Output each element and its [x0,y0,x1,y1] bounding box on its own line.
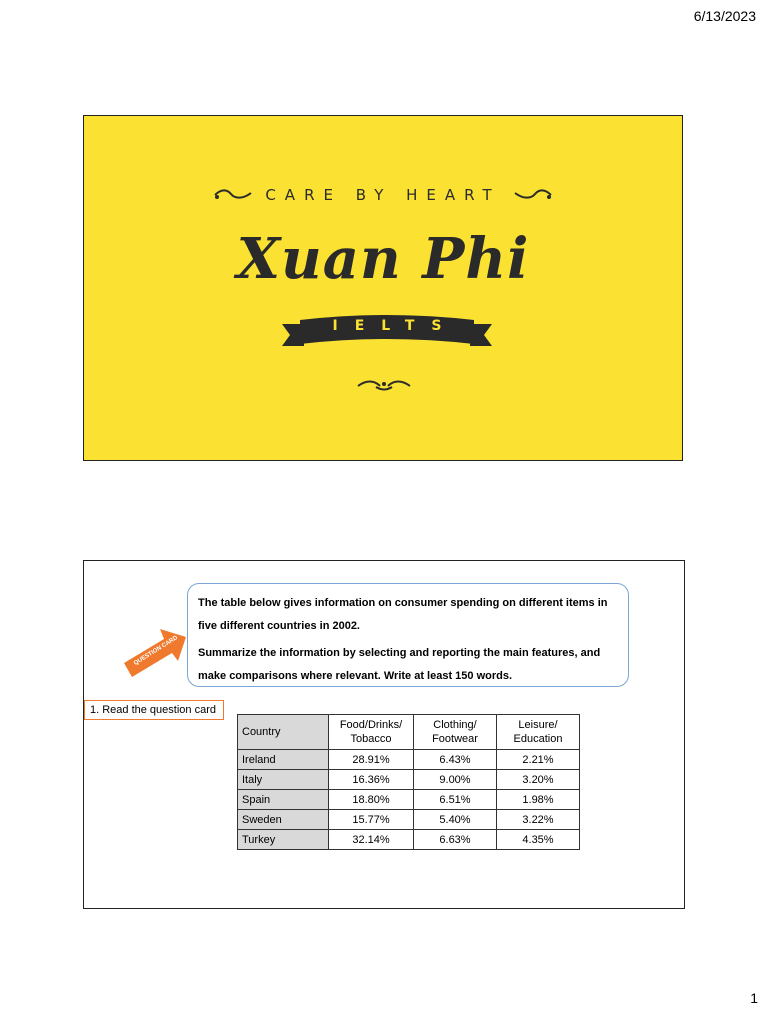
cell-clothing: 6.51% [414,790,497,810]
cell-food: 18.80% [329,790,414,810]
cell-clothing: 5.40% [414,810,497,830]
table-row [238,830,580,850]
cell-clothing: 6.43% [414,750,497,770]
cell-leisure: 2.21% [497,750,580,770]
header-food: Food/Drinks/ Tobacco [329,715,414,750]
cell-leisure: 3.20% [497,770,580,790]
page-number: 1 [750,990,758,1006]
cell-food: 15.77% [329,810,414,830]
cell-clothing: 6.63% [414,830,497,850]
cell-country: Turkey [238,830,329,850]
question-box [187,583,629,687]
header-leisure: Leisure/ Education [497,715,580,750]
logo-slide [83,115,683,461]
spending-table [237,714,580,850]
step-label: 1. Read the question card [84,700,224,720]
cell-leisure: 3.22% [497,810,580,830]
cell-leisure: 1.98% [497,790,580,810]
cell-clothing: 9.00% [414,770,497,790]
header-clothing: Clothing/ Footwear [414,715,497,750]
table-row [238,790,580,810]
question-text-2: Summarize the information by selecting and reporting the main features, and make comparisons where relevant. Write at least 150 words. [198,647,601,682]
table-row [238,810,580,830]
table-header-row [238,715,580,750]
cell-leisure: 4.35% [497,830,580,850]
question-slide [83,560,685,909]
cell-food: 32.14% [329,830,414,850]
cell-country: Italy [238,770,329,790]
right-flourish-icon [513,188,553,202]
question-text-1: The table below gives information on consumer spending on different items in five different countries in 2002. [198,597,608,632]
table-row [238,750,580,770]
header-country: Country [238,715,329,750]
cell-country: Sweden [238,810,329,830]
left-flourish-icon [213,188,253,202]
brand-name: Xuan Phi [236,226,530,292]
cell-food: 28.91% [329,750,414,770]
tagline: CARE BY HEART [265,186,501,204]
page-date: 6/13/2023 [693,8,756,24]
question-card-badge: QUESTION CARD [133,635,179,667]
ribbon-text: IELTS [332,318,459,334]
bottom-flourish-icon [356,378,412,392]
cell-food: 16.36% [329,770,414,790]
tagline-row [84,186,682,204]
cell-country: Ireland [238,750,329,770]
cell-country: Spain [238,790,329,810]
table-row [238,770,580,790]
